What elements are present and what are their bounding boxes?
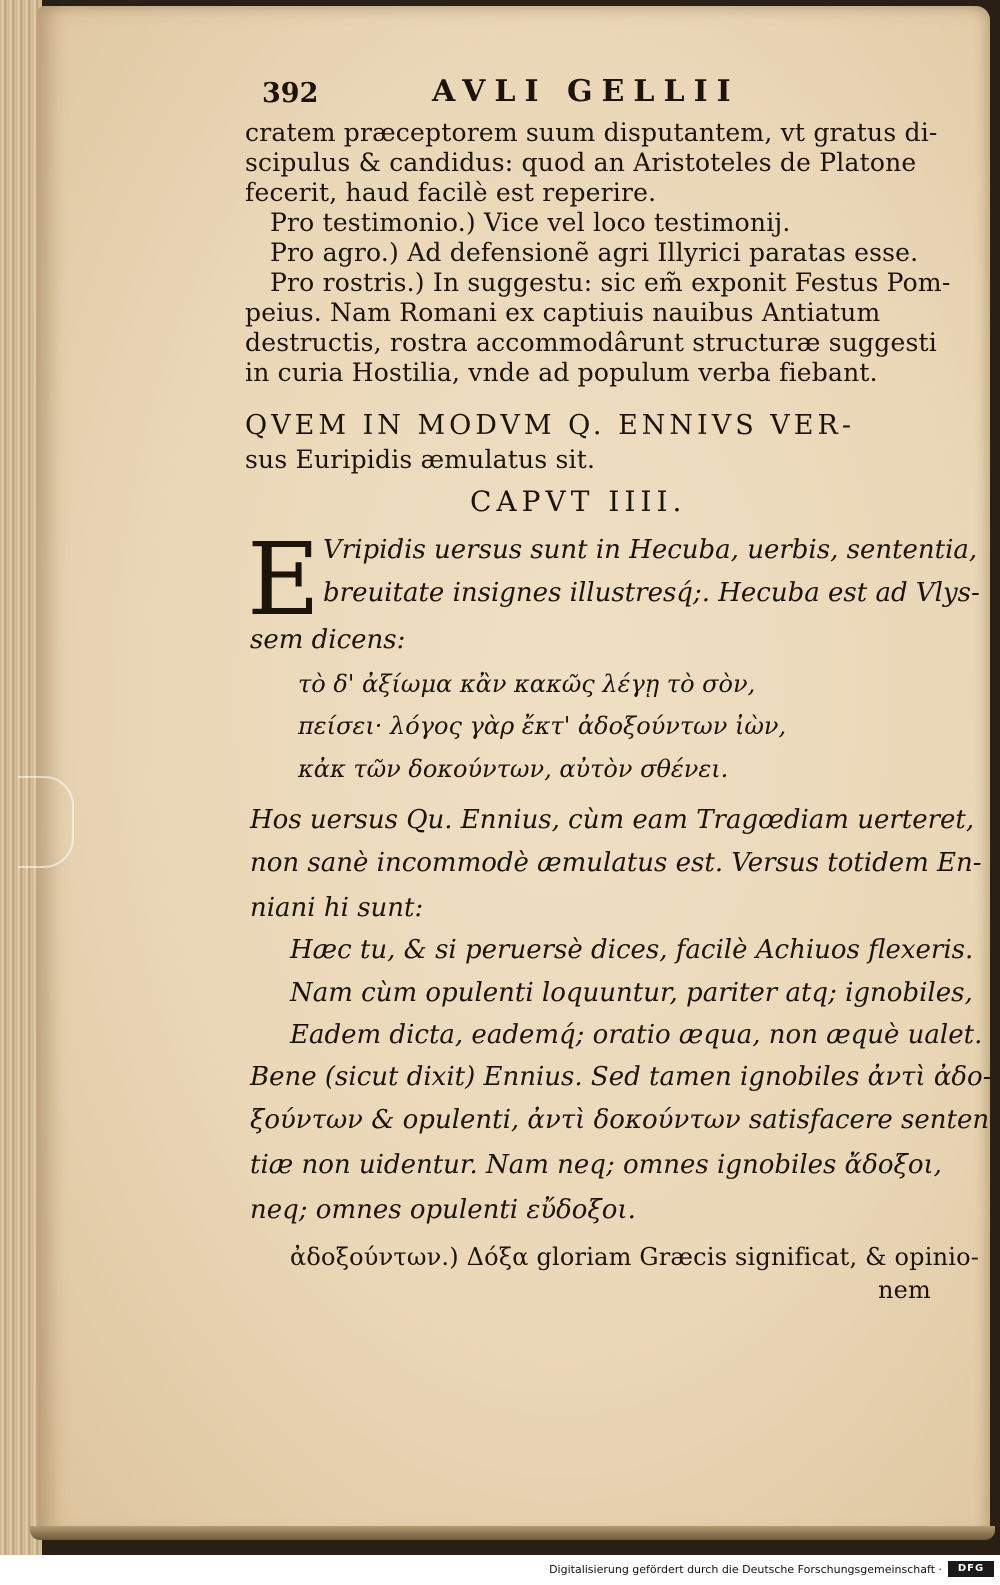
catchword: nem: [878, 1276, 932, 1304]
text-line: in curia Hostilia, vnde ad populum verba fiebant.: [245, 358, 878, 387]
chapter-title-continued: sus Euripidis æmulatus sit.: [245, 445, 596, 474]
text-line: Pro rostris.) In suggestu: sic em̃ exponit Festus Pom-: [270, 268, 951, 297]
greek-verse-line: πείσει· λόγος γὰρ ἔκτ' ἀδοξούντων ἰὼν,: [298, 712, 787, 740]
latin-verse-line: Nam cùm opulenti loquuntur, pariter atq; ignobiles,: [290, 978, 973, 1008]
text-line: Vripidis uersus sunt in Hecuba, uerbis, sententia,: [323, 535, 978, 565]
text-line: Bene (sicut dixit) Ennius. Sed tamen ignobiles ἀντὶ ἀδο-: [250, 1062, 992, 1092]
text-line: ξούντων & opulenti, ἀντὶ δοκούντων satisfacere senten: [250, 1105, 990, 1135]
annotation-line: ἀδοξούντων.) Δόξα gloriam Græcis significat, & opinio-: [290, 1243, 980, 1271]
text-line: scipulus & candidus: quod an Aristoteles de Platone: [245, 148, 917, 177]
latin-verse-line: Eadem dicta, eademq́; oratio æqua, non æquè ualet.: [290, 1020, 983, 1050]
drop-cap-initial: E: [247, 521, 320, 638]
text-line: fecerit, haud facilè est reperire.: [245, 178, 657, 207]
text-line: tiæ non uidentur. Nam neq; omnes ignobiles ἄδοξοι,: [250, 1150, 942, 1180]
text-line: peius. Nam Romani ex captiuis nauibus Antiatum: [245, 298, 881, 327]
chapter-title: QVEM IN MODVM Q. ENNIVS VER-: [245, 410, 855, 441]
funding-credit: Digitalisierung gefördert durch die Deutsche Forschungsgemeinschaft ·: [549, 1563, 942, 1576]
greek-verse-line: τὸ δ' ἀξίωμα κἂν κακῶς λέγῃ τὸ σὸν,: [298, 670, 756, 698]
text-line: Hos uersus Qu. Ennius, cùm eam Tragœdiam uerteret,: [250, 805, 975, 835]
text-line: sem dicens:: [250, 625, 406, 655]
text-line: non sanè incommodè æmulatus est. Versus totidem En-: [250, 848, 982, 878]
text-line: niani hi sunt:: [250, 893, 424, 923]
text-line: Pro agro.) Ad defensionẽ agri Illyrici paratas esse.: [270, 238, 919, 267]
footer-bar: [0, 1555, 1000, 1585]
book-bottom-edge: [30, 1526, 995, 1540]
chapter-number: CAPVT IIII.: [470, 485, 687, 518]
greek-verse-line: κἀκ τῶν δοκούντων, αὐτὸν σθένει.: [298, 755, 729, 783]
page-clip: [18, 776, 74, 868]
text-line: destructis, rostra accommodârunt structuræ suggesti: [245, 328, 937, 357]
dfg-logo: DFG: [948, 1561, 994, 1577]
text-line: breuitate insignes illustresq́;. Hecuba est ad Vlys-: [323, 578, 980, 608]
page-number: 392: [262, 78, 319, 109]
text-line: Pro testimonio.) Vice vel loco testimonij.: [270, 208, 791, 237]
text-line: neq; omnes opulenti εὔδοξοι.: [250, 1195, 636, 1225]
text-line: cratem præceptorem suum disputantem, vt gratus di-: [245, 118, 938, 147]
running-title: AVLI GELLII: [432, 74, 740, 109]
latin-verse-line: Hæc tu, & si peruersè dices, facilè Achiuos flexeris.: [290, 935, 974, 965]
